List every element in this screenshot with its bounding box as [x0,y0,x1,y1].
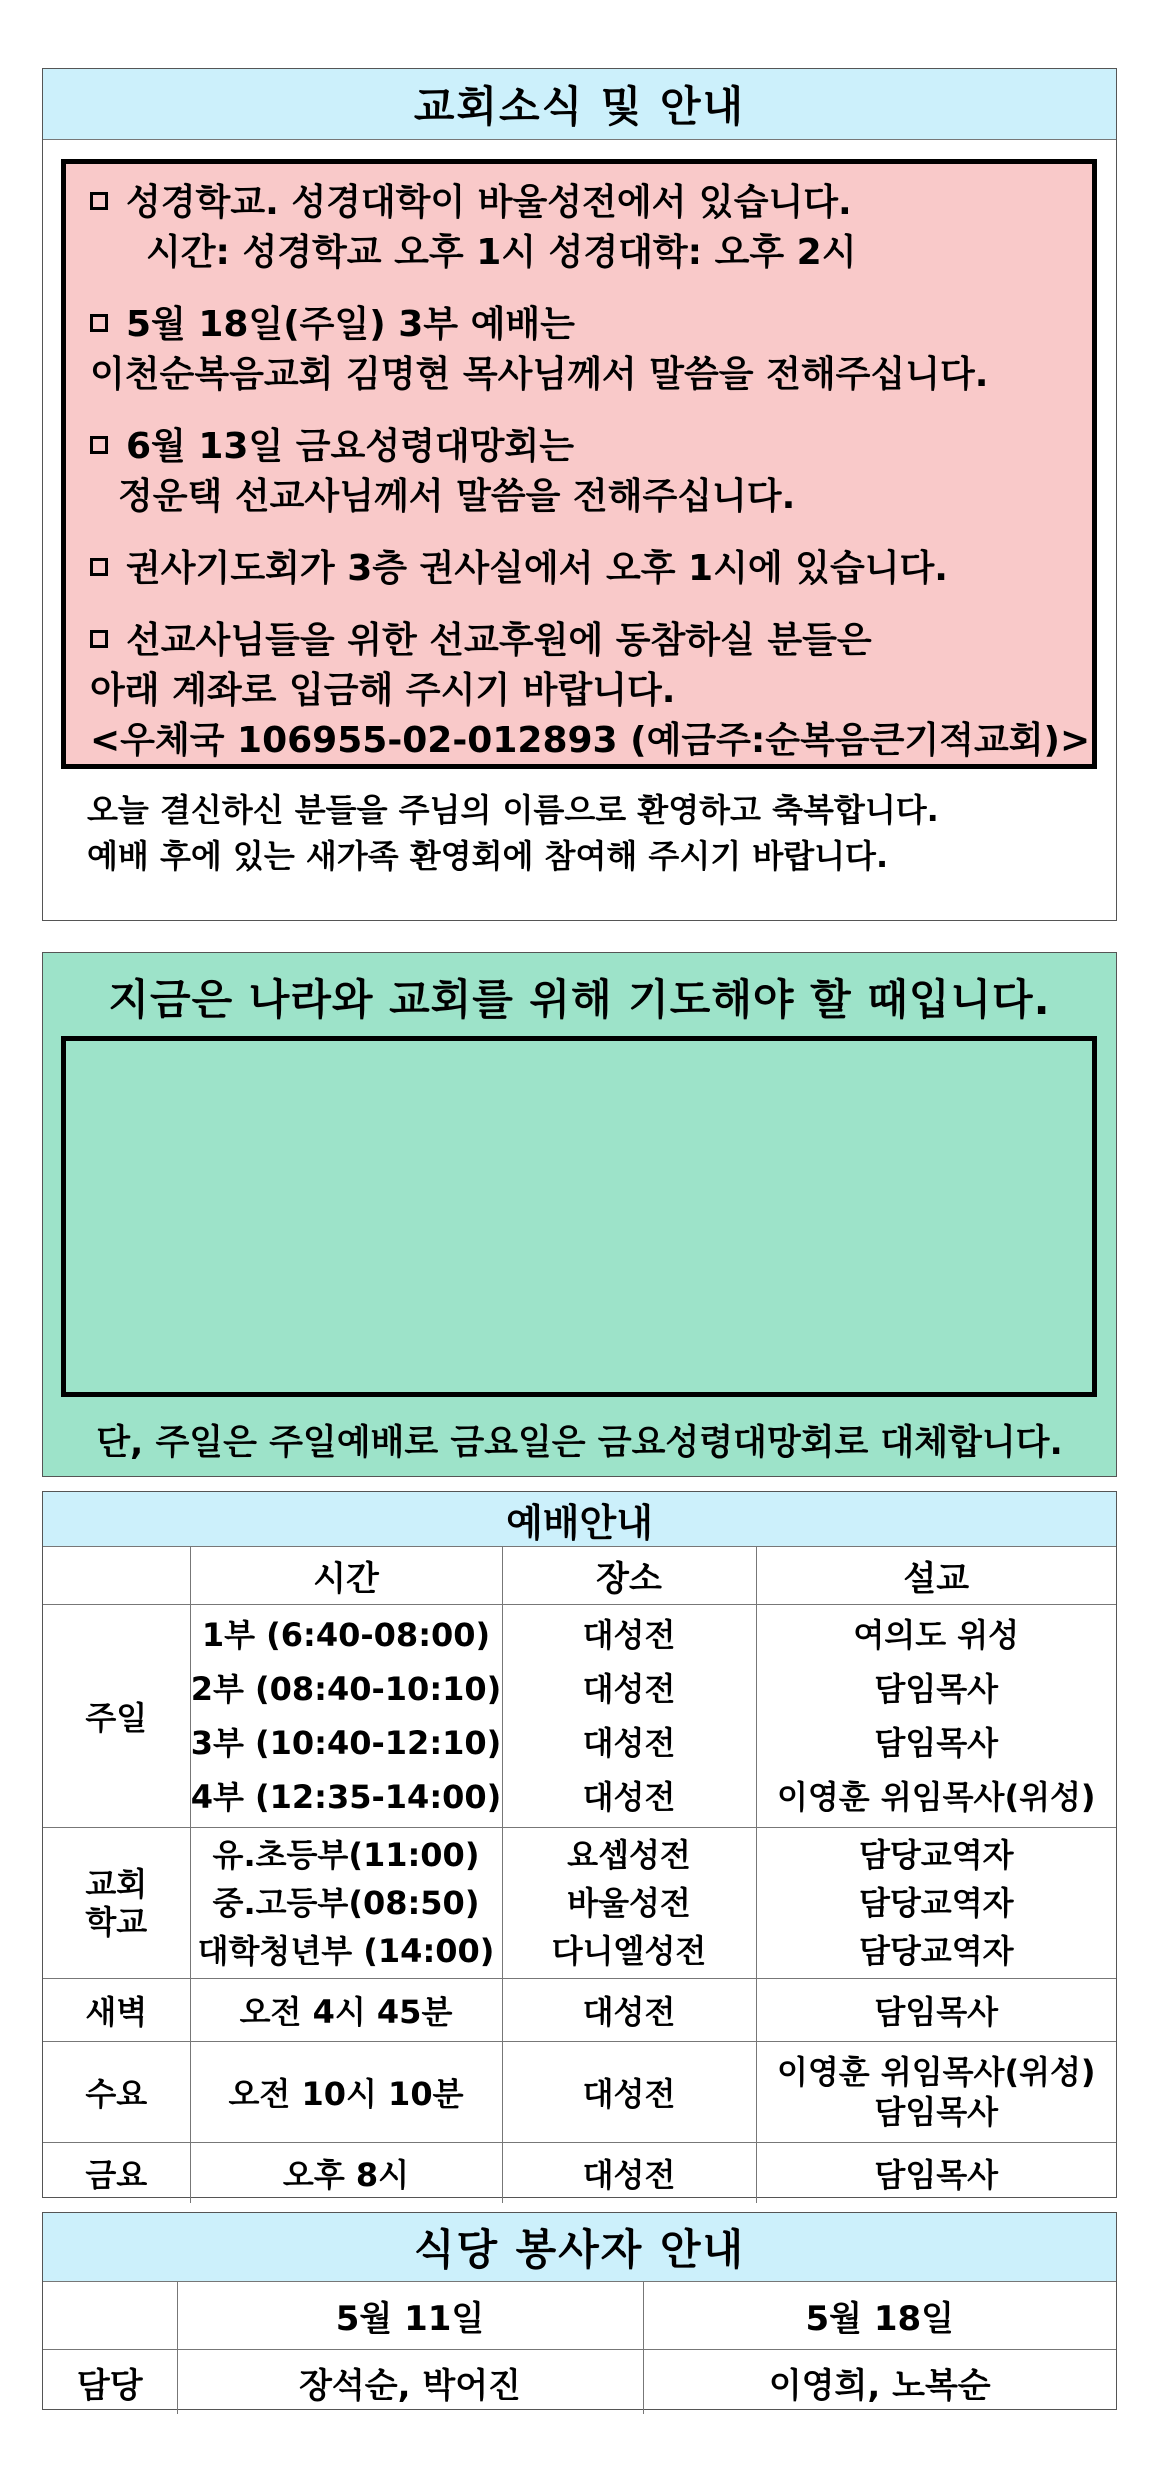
checkbox-icon [90,192,108,210]
wednesday-label: 수요 [85,2075,148,2113]
notice-line: 정운택 선교사님께서 말씀을 전해주십니다. [118,476,796,517]
worship-guide-panel [42,1491,1117,2198]
service-time: 유.초등부(11:00) [212,1836,480,1874]
checkbox-icon [90,436,108,454]
kitchen-date: 5월 11일 [177,2281,643,2350]
sunday-times [190,1605,502,1828]
kitchen-volunteer-panel [42,2212,1117,2410]
service-time: 2부 (08:40-10:10) [190,1670,502,1708]
prayer-box [61,1036,1097,1397]
church-school-label [43,1828,190,1979]
worship-table [43,1546,1116,2203]
kitchen-volunteers: 장석순, 박어진 [177,2350,643,2415]
kitchen-volunteers: 이영희, 노복순 [643,2350,1116,2415]
friday-preacher: 담임목사 [756,2143,1116,2204]
service-preacher: 담당교역자 [858,1932,1014,1970]
date-empty [43,2281,177,2350]
service-preacher: 여의도 위성 [853,1616,1020,1654]
notice-line: 시간: 성경학교 오후 1시 성경대학: 오후 2시 [146,232,857,273]
sunday-places [502,1605,756,1828]
service-place: 대성전 [582,1670,676,1708]
notice-item [90,544,1068,594]
service-place: 요셉성전 [567,1836,691,1874]
service-preacher: 담임목사 [874,2093,999,2131]
worship-guide-title: 예배안내 [43,1492,1116,1547]
kitchen-date: 5월 18일 [643,2281,1116,2350]
dawn-label: 새벽 [85,1993,148,2031]
notice-item [90,616,1091,766]
service-preacher: 담임목사 [874,1724,999,1762]
sunday-preachers [756,1605,1116,1828]
kitchen-table [43,2281,1116,2414]
notice-line: 5월 18일(주일) 3부 예배는 [126,304,575,345]
header-preacher: 설교 [756,1546,1116,1605]
wednesday-preachers [756,2042,1116,2143]
label-line: 학교 [85,1903,148,1941]
prayer-panel [42,952,1117,1477]
friday-label: 금요 [85,2156,148,2194]
notice-line: 아래 계좌로 입금해 주시기 바랍니다. [90,670,676,711]
welcome-line: 예배 후에 있는 새가족 환영회에 참여해 주시기 바랍니다. [87,837,889,875]
service-time: 중.고등부(08:50) [212,1884,480,1922]
dawn-preacher: 담임목사 [756,1979,1116,2042]
notice-box [61,159,1097,769]
service-preacher: 이영훈 위임목사(위성) [776,2053,1096,2091]
kitchen-date-row [43,2281,1116,2350]
church-school-row [43,1828,1116,1979]
row-label: 담당 [76,2365,143,2406]
checkbox-icon [90,314,108,332]
welcome-line: 오늘 결신하신 분들을 주님의 이름으로 환영하고 축복합니다. [87,791,939,829]
notice-line: 권사기도회가 3층 권사실에서 오후 1시에 있습니다. [126,548,948,589]
notice-line: 6월 13일 금요성령대망회는 [126,426,574,467]
kitchen-volunteer-row [43,2350,1116,2415]
header-empty [43,1546,190,1605]
dawn-row [43,1979,1116,2042]
welcome-message [87,787,939,879]
service-preacher: 담임목사 [874,1670,999,1708]
sunday-row [43,1605,1116,1828]
label-line: 교회 [85,1865,148,1903]
header-time: 시간 [190,1546,502,1605]
service-place: 대성전 [582,1616,676,1654]
sunday-label: 주일 [85,1699,148,1737]
friday-time: 오후 8시 [190,2143,502,2204]
service-time: 4부 (12:35-14:00) [190,1778,502,1816]
service-time: 3부 (10:40-12:10) [190,1724,502,1762]
header-place: 장소 [502,1546,756,1605]
dawn-place: 대성전 [502,1979,756,2042]
church-news-panel [42,68,1117,921]
notice-item [90,422,1068,522]
checkbox-icon [90,630,108,648]
notice-line: 성경학교. 성경대학이 바울성전에서 있습니다. [126,182,852,223]
service-place: 대성전 [582,1724,676,1762]
notice-line: <우체국 106955-02-012893 (예금주:순복음큰기적교회)> [90,720,1091,761]
table-header-row [43,1546,1116,1605]
church-news-title: 교회소식 및 안내 [43,69,1116,140]
notice-line: 선교사님들을 위한 선교후원에 동참하실 분들은 [126,620,872,661]
service-preacher: 이영훈 위임목사(위성) [776,1778,1096,1816]
dawn-time: 오전 4시 45분 [190,1979,502,2042]
service-place: 대성전 [582,1778,676,1816]
friday-place: 대성전 [502,2143,756,2204]
notice-line: 이천순복음교회 김명현 목사님께서 말씀을 전해주십니다. [90,354,989,395]
school-places [502,1828,756,1979]
wednesday-place: 대성전 [502,2042,756,2143]
prayer-title: 지금은 나라와 교회를 위해 기도해야 할 때입니다. [108,975,1051,1024]
service-place: 다니엘성전 [551,1932,707,1970]
notice-item [90,300,1068,400]
kitchen-volunteer-title: 식당 봉사자 안내 [43,2213,1116,2282]
service-place: 바울성전 [567,1884,691,1922]
notice-item [90,178,1068,278]
checkbox-icon [90,558,108,576]
service-preacher: 담당교역자 [858,1884,1014,1922]
wednesday-time: 오전 10시 10분 [190,2042,502,2143]
friday-row [43,2143,1116,2204]
service-time: 1부 (6:40-08:00) [201,1616,491,1654]
prayer-note: 단, 주일은 주일예배로 금요일은 금요성령대망회로 대체합니다. [96,1423,1063,1463]
school-times [190,1828,502,1979]
service-preacher: 담당교역자 [858,1836,1014,1874]
wednesday-row [43,2042,1116,2143]
school-preachers [756,1828,1116,1979]
service-time: 대학청년부 (14:00) [197,1932,495,1970]
